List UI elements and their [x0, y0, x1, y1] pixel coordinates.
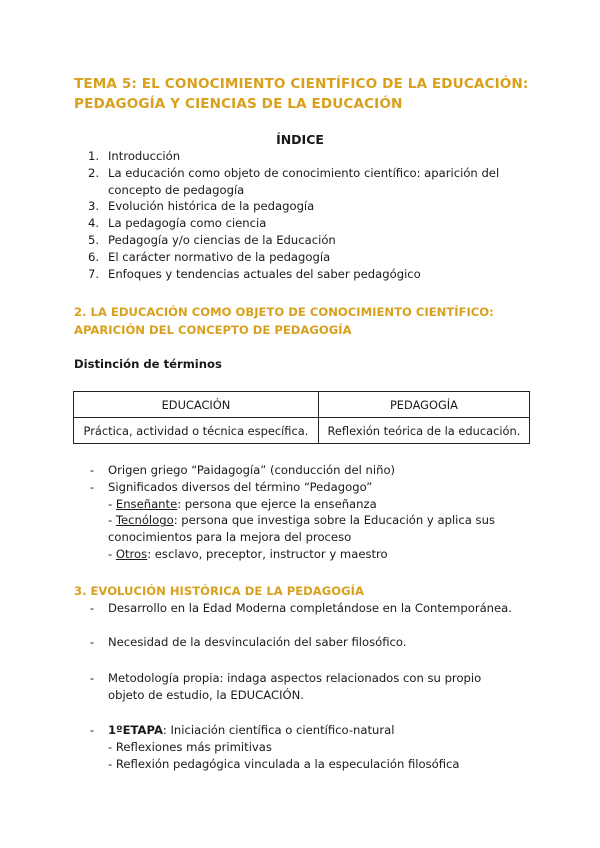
- section-3-bullet-1: - Desarrollo en la Edad Moderna completándose en la Contemporánea.: [90, 601, 512, 615]
- table-row: [74, 418, 530, 444]
- section-3-bullet-2: - Necesidad de la desvinculación del saber filosófico.: [90, 635, 407, 649]
- list-item: 2. La educación como objeto de conocimiento científico: aparición del: [88, 165, 500, 180]
- list-item: 3. Evolución histórica de la pedagogía: [88, 199, 315, 214]
- terms-table: [73, 391, 530, 444]
- list-item: - Origen griego “Paidagogía” (conducción del niño): [90, 463, 396, 477]
- list-item: 4. La pedagogía como ciencia: [88, 216, 267, 231]
- list-item-continuation: conocimientos para la mejora del proceso: [108, 530, 352, 545]
- terms-subheading: Distinción de términos: [74, 357, 222, 371]
- list-item: 1. Introducción: [88, 149, 181, 163]
- section-3-etapa: - 1ºETAPA: Iniciación científica o científico-natural - Reflexiones más primitivas - Reflexión pedagógica vinculada a la especulación filosófica: [90, 723, 460, 771]
- list-item: - Tecnólogo: persona que investiga sobre la Educación y aplica sus: [108, 513, 495, 528]
- table-header-cell: PEDAGOGÍA: [318, 392, 529, 418]
- list-item: 6. El carácter normativo de la pedagogía: [88, 249, 331, 264]
- table-header-cell: EDUCACIÓN: [74, 392, 319, 418]
- list-item: concepto de pedagogía: [108, 182, 245, 197]
- section-3-bullet-3: - Metodología propia: indaga aspectos relacionados con su propio objeto de estudio, la EDUCACIÓN.: [90, 671, 482, 702]
- list-item: - Otros: esclavo, preceptor, instructor y maestro: [108, 546, 388, 561]
- index-heading: ÍNDICE: [276, 132, 324, 147]
- title-line-2: PEDAGOGÍA Y CIENCIAS DE LA EDUCACIÓN: [74, 96, 403, 112]
- section-2-heading: 2. LA EDUCACIÓN COMO OBJETO DE CONOCIMIENTO CIENTÍFICO: APARICIÓN DEL CONCEPTO DE PEDAGOGÍA: [74, 305, 494, 337]
- list-item: - Significados diversos del término “Pedagogo”: [90, 479, 373, 494]
- document-title: [74, 74, 544, 114]
- table-header-row: [74, 392, 530, 418]
- section-2-bullets: [90, 462, 540, 563]
- table-cell: Reflexión teórica de la educación.: [318, 418, 529, 444]
- table-cell: Práctica, actividad o técnica específica.: [74, 418, 319, 444]
- title-line-1: TEMA 5: EL CONOCIMIENTO CIENTÍFICO DE LA EDUCACIÓN:: [74, 76, 529, 92]
- list-item: 7. Enfoques y tendencias actuales del saber pedagógico: [88, 266, 421, 281]
- index-list: [88, 148, 528, 282]
- list-item: - Enseñante: persona que ejerce la enseñanza: [108, 496, 377, 511]
- section-3-heading: 3. EVOLUCIÓN HISTÓRICA DE LA PEDAGOGÍA: [74, 584, 364, 598]
- list-item: 5. Pedagogía y/o ciencias de la Educación: [88, 232, 336, 247]
